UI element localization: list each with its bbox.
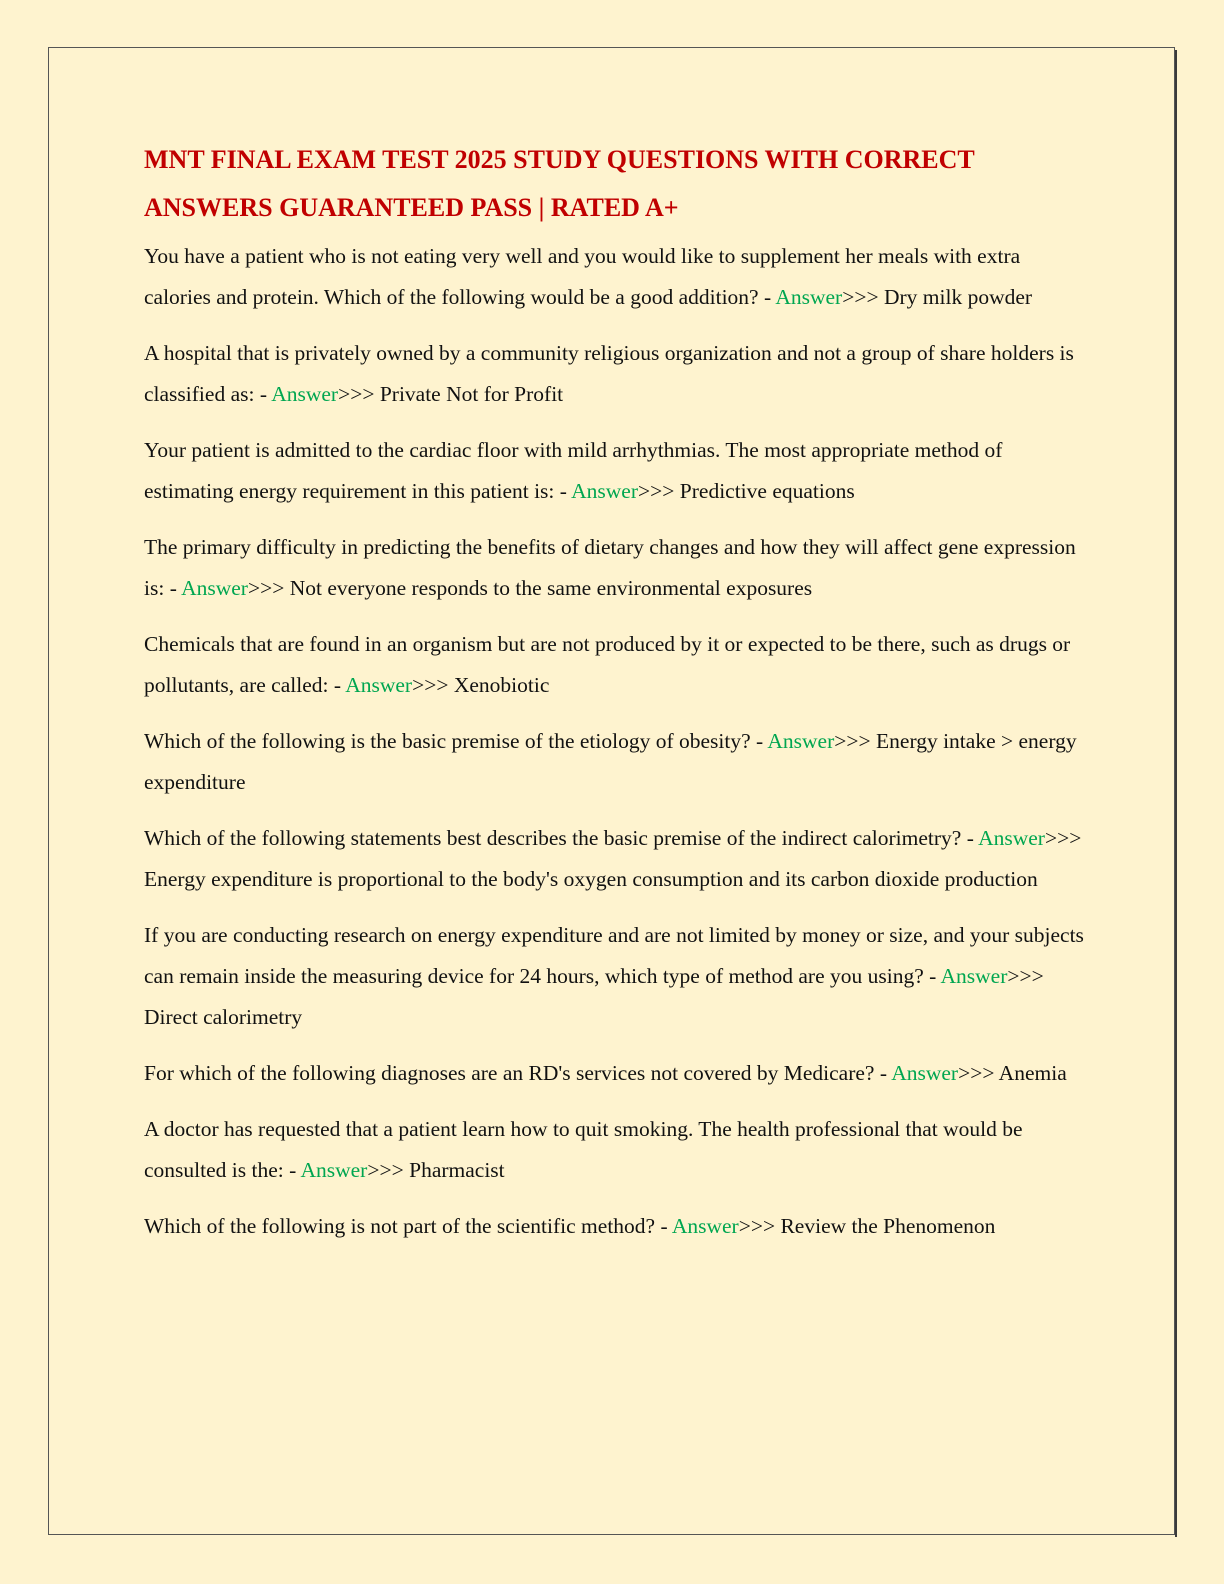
answer-arrows: >>> bbox=[247, 576, 290, 600]
answer-separator: - bbox=[750, 729, 768, 753]
answer-text: Anemia bbox=[998, 1061, 1067, 1085]
qa-item bbox=[144, 527, 1089, 609]
qa-item bbox=[144, 818, 1089, 900]
answer-label: Answer bbox=[571, 479, 639, 503]
answer-label: Answer bbox=[300, 1158, 368, 1182]
answer-label: Answer bbox=[978, 826, 1045, 850]
answer-arrows: >>> bbox=[412, 673, 454, 697]
answer-arrows: >>> bbox=[1007, 964, 1044, 988]
answer-label: Answer bbox=[345, 673, 413, 697]
answer-text: Direct calorimetry bbox=[144, 1005, 303, 1029]
answer-separator: - bbox=[254, 382, 272, 406]
answer-separator: - bbox=[164, 576, 182, 600]
question-text: A hospital that is privately owned by a community religious organization and not a group of share holders is classified as: bbox=[144, 341, 1074, 406]
answer-text: Energy intake > energy expenditure bbox=[144, 729, 1077, 794]
answer-separator: - bbox=[328, 673, 346, 697]
qa-item bbox=[144, 721, 1089, 803]
answer-label: Answer bbox=[940, 964, 1008, 988]
answer-text: Xenobiotic bbox=[453, 673, 550, 697]
answer-separator: - bbox=[923, 964, 941, 988]
answer-text: Pharmacist bbox=[409, 1158, 505, 1182]
answer-text: Not everyone responds to the same environmental exposures bbox=[289, 576, 813, 600]
answer-separator: - bbox=[961, 826, 979, 850]
answer-arrows: >>> bbox=[638, 479, 680, 503]
question-text: The primary difficulty in predicting the benefits of dietary changes and how they will affect gene expression is: bbox=[144, 535, 1076, 600]
answer-arrows: >>> bbox=[738, 1214, 781, 1238]
question-text: If you are conducting research on energy expenditure and are not limited by money or size, and your subjects can remain inside the measuring device for 24 hours, which type of method are you using? bbox=[144, 923, 1084, 988]
answer-text: Dry milk powder bbox=[883, 285, 1033, 309]
answer-arrows: >>> bbox=[367, 1158, 410, 1182]
answer-text: Energy expenditure is proportional to the body's oxygen consumption and its carbon dioxide production bbox=[144, 867, 1038, 891]
answer-text: Private Not for Profit bbox=[379, 382, 564, 406]
question-text: Which of the following statements best describes the basic premise of the indirect calorimetry? bbox=[144, 826, 962, 850]
question-text: Which of the following is the basic premise of the etiology of obesity? bbox=[144, 729, 751, 753]
answer-label: Answer bbox=[271, 382, 339, 406]
answer-separator: - bbox=[554, 479, 572, 503]
answer-separator: - bbox=[655, 1214, 672, 1238]
answer-arrows: >>> bbox=[842, 285, 884, 309]
qa-item bbox=[144, 236, 1089, 318]
question-text: Chemicals that are found in an organism but are not produced by it or expected to be there, such as drugs or pollutants, are called: bbox=[144, 632, 1071, 697]
qa-item bbox=[144, 430, 1089, 512]
question-text: A doctor has requested that a patient learn how to quit smoking. The health professional that would be consulted is the: bbox=[144, 1117, 1023, 1182]
question-text: For which of the following diagnoses are an RD's services not covered by Medicare? bbox=[144, 1061, 875, 1085]
page-border-right-edge bbox=[1175, 50, 1177, 1537]
document-title: MNT FINAL EXAM TEST 2025 STUDY QUESTIONS WITH CORRECT ANSWERS GUARANTEED PASS | RATED A+ bbox=[144, 145, 975, 222]
qa-item bbox=[144, 915, 1089, 1038]
answer-arrows: >>> bbox=[958, 1061, 999, 1085]
answer-separator: - bbox=[874, 1061, 892, 1085]
qa-item bbox=[144, 1053, 1089, 1094]
qa-item bbox=[144, 1109, 1089, 1191]
qa-item bbox=[144, 1206, 1089, 1247]
answer-label: Answer bbox=[671, 1214, 739, 1238]
answer-label: Answer bbox=[775, 285, 843, 309]
question-text: Your patient is admitted to the cardiac floor with mild arrhythmias. The most appropriate method of estimating energy requirement in this patient is: bbox=[144, 438, 1003, 503]
answer-separator: - bbox=[758, 285, 776, 309]
answer-label: Answer bbox=[181, 576, 248, 600]
answer-label: Answer bbox=[767, 729, 835, 753]
qa-item bbox=[144, 624, 1089, 706]
question-text: Which of the following is not part of the scientific method? bbox=[144, 1214, 656, 1238]
document-body bbox=[144, 136, 1089, 1262]
qa-item bbox=[144, 333, 1089, 415]
answer-text: Predictive equations bbox=[679, 479, 855, 503]
answer-separator: - bbox=[283, 1158, 301, 1182]
answer-text: Review the Phenomenon bbox=[780, 1214, 996, 1238]
answer-arrows: >>> bbox=[1044, 826, 1082, 850]
answer-arrows: >>> bbox=[338, 382, 380, 406]
answer-arrows: >>> bbox=[834, 729, 877, 753]
answer-label: Answer bbox=[891, 1061, 959, 1085]
question-text: You have a patient who is not eating very well and you would like to supplement her meals with extra calories and protein. Which of the following would be a good addition? bbox=[144, 244, 1021, 309]
